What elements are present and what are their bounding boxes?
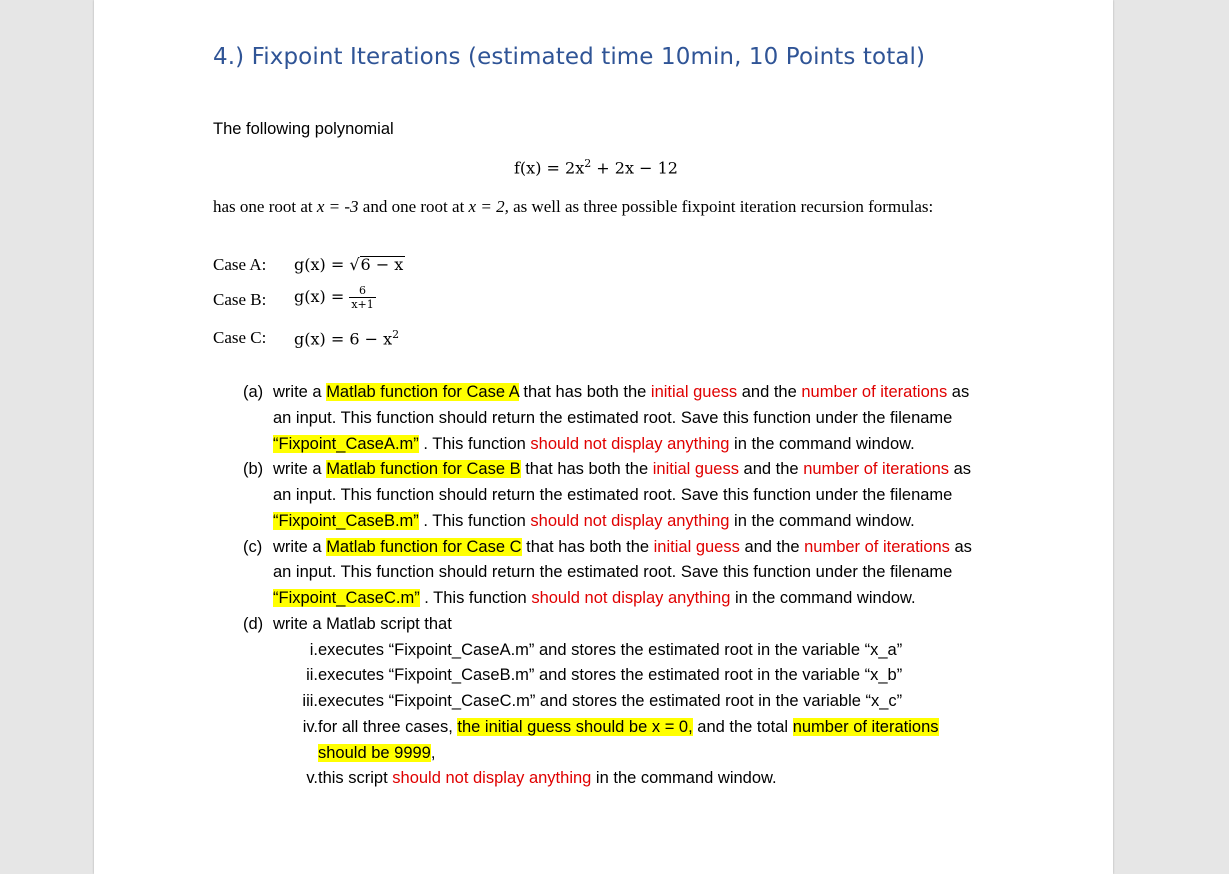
text: in the command window. [729, 512, 915, 530]
text: that has both the [518, 383, 651, 401]
subitem-v-text [318, 769, 777, 788]
case-c-exponent: 2 [392, 328, 400, 341]
red-text: should not display anything [530, 435, 730, 453]
subitem-iv-line-2 [318, 744, 435, 763]
task-b-line-1 [273, 460, 971, 479]
case-a-label: Case A: [213, 255, 267, 274]
polynomial-rest: + 2x − 12 [591, 158, 678, 178]
text: in the command window. [591, 769, 777, 787]
text: and the [737, 383, 802, 401]
sqrt-icon: √ [349, 255, 360, 274]
task-b-line-2: an input. This function should return the estimated root. Save this function under the filename [273, 486, 953, 504]
text: . This function [418, 435, 531, 453]
case-b-formula [294, 284, 376, 311]
task-a-label: (a) [243, 383, 264, 401]
red-text: should not display anything [392, 769, 592, 787]
text: write a [273, 538, 327, 556]
polynomial-exponent: 2 [584, 157, 592, 170]
task-c-label: (c) [243, 538, 263, 556]
task-c-line-3 [273, 589, 916, 608]
subitem-ii-text: executes “Fixpoint_CaseB.m” and stores the estimated root in the variable “x_b” [318, 666, 903, 684]
subitem-iv-line-1 [318, 718, 939, 737]
text: . This function [419, 589, 532, 607]
polynomial-equation [514, 157, 678, 177]
task-a-line-2: an input. This function should return the estimated root. Save this function under the filename [273, 409, 953, 427]
text: and the total [692, 718, 793, 736]
text: as [947, 383, 970, 401]
roots-text-1: has one root at [213, 197, 317, 216]
text: as [949, 538, 972, 556]
text: that has both the [521, 538, 654, 556]
text: and the [738, 460, 804, 478]
highlight: should be 9999 [318, 744, 431, 762]
highlight: “Fixpoint_CaseC.m” [273, 589, 420, 607]
case-a-lhs: g(x) = [294, 255, 345, 274]
case-c-lhs: g(x) = 6 − x [294, 329, 393, 349]
text: write a [273, 460, 327, 478]
subitem-iii-text: executes “Fixpoint_CaseC.m” and stores the estimated root in the variable “x_c” [318, 692, 903, 710]
text: in the command window. [730, 589, 916, 607]
text: , [430, 744, 436, 762]
text: that has both the [520, 460, 653, 478]
case-a-formula [294, 255, 405, 274]
text: for all three cases, [318, 718, 458, 736]
subitem-v-label: v. [306, 769, 318, 787]
highlight: Matlab function for Case C [326, 538, 522, 556]
case-b-numerator: 6 [349, 284, 375, 298]
case-a-radicand: 6 − x [360, 255, 404, 274]
roots-text-2: and one root at [358, 197, 469, 216]
section-heading: 4.) Fixpoint Iterations (estimated time 10min, 10 Points total) [213, 44, 926, 70]
highlight: “Fixpoint_CaseA.m” [273, 435, 419, 453]
red-text: initial guess [652, 460, 739, 478]
text: and the [739, 538, 805, 556]
red-text: number of iterations [801, 383, 948, 401]
text: in the command window. [729, 435, 915, 453]
subitem-iv-label: iv. [302, 718, 318, 736]
subitem-ii-label: ii. [306, 666, 318, 684]
case-b-fraction [349, 284, 375, 311]
text: write a [273, 383, 327, 401]
subitem-i-label: i. [309, 641, 318, 659]
case-c-label: Case C: [213, 328, 267, 347]
task-b-line-3 [273, 512, 915, 531]
red-text: number of iterations [804, 538, 950, 556]
root-value-2: x = 2, [468, 197, 509, 216]
highlight: Matlab function for Case B [326, 460, 521, 478]
task-a-line-1 [273, 383, 969, 402]
document-page [94, 0, 1113, 874]
root-value-1: x = -3 [316, 197, 359, 216]
task-c-line-2: an input. This function should return the estimated root. Save this function under the filename [273, 563, 953, 581]
highlight: the initial guess should be x = 0, [457, 718, 693, 736]
red-text: number of iterations [803, 460, 950, 478]
polynomial-lhs: f(x) = [514, 158, 560, 178]
red-text: initial guess [653, 538, 740, 556]
roots-sentence [213, 197, 933, 217]
task-c-line-1 [273, 538, 972, 557]
subitem-iii-label: iii. [302, 692, 318, 710]
highlight: Matlab function for Case A [326, 383, 519, 401]
highlight: number of iterations [792, 718, 939, 736]
task-b-label: (b) [243, 460, 264, 478]
task-a-line-3 [273, 435, 915, 454]
red-text: should not display anything [531, 589, 731, 607]
roots-text-3: as well as three possible fixpoint iteration recursion formulas: [508, 197, 934, 216]
task-d-label: (d) [243, 615, 264, 633]
text: as [949, 460, 972, 478]
red-text: initial guess [650, 383, 738, 401]
polynomial-term1: 2x [565, 158, 585, 178]
case-b-lhs: g(x) = [294, 287, 345, 306]
task-d-text: write a Matlab script that [273, 615, 452, 633]
case-b-label: Case B: [213, 290, 267, 309]
case-b-denominator: x+1 [351, 298, 374, 311]
text: . This function [418, 512, 531, 530]
text: this script [318, 769, 393, 787]
red-text: should not display anything [530, 512, 730, 530]
intro-text: The following polynomial [213, 120, 394, 138]
highlight: “Fixpoint_CaseB.m” [273, 512, 419, 530]
case-c-formula [294, 328, 399, 348]
subitem-i-text: executes “Fixpoint_CaseA.m” and stores the estimated root in the variable “x_a” [318, 641, 903, 659]
